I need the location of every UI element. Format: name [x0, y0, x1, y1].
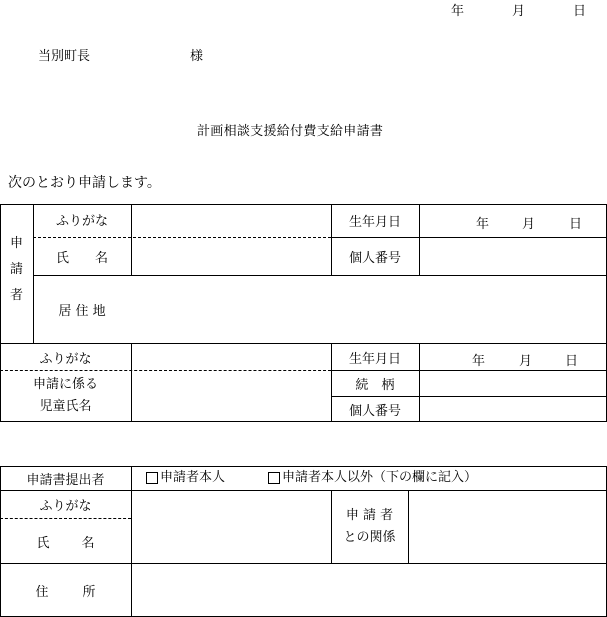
applicant-name-label-1: 氏 [55, 251, 69, 266]
submitter-option-other-label: 申請者本人以外（下の欄に記入） [282, 470, 478, 485]
submitter-relation-label-line2: との関係 [343, 530, 396, 545]
submitter-name-label-1: 氏 [36, 535, 50, 551]
child-birthdate-day: 日 [565, 354, 579, 369]
submitter-address-label-1: 住 [35, 584, 49, 600]
applicant-birthdate-month: 月 [522, 217, 536, 232]
applicant-birthdate-year: 年 [476, 217, 490, 232]
applicant-birthdate-field[interactable] [420, 213, 606, 232]
child-birthdate-year: 年 [472, 354, 486, 369]
submitter-address-label-2: 所 [82, 584, 96, 600]
child-name-label [0, 371, 131, 421]
applicant-mynumber-field[interactable] [420, 238, 606, 275]
applicant-address-label: 居 住 地 [58, 304, 106, 319]
checkbox-self[interactable] [146, 472, 158, 484]
child-birthdate-label: 生年月日 [348, 351, 401, 367]
submitter-option-self-label: 申請者本人 [160, 470, 226, 485]
applicant-furigana-label: ふりがな [55, 213, 108, 229]
child-relation-field[interactable] [420, 371, 606, 396]
applicant-address-field[interactable] [132, 276, 606, 343]
child-mynumber-label: 個人番号 [348, 403, 401, 419]
applicant-section-char-1: 申 [9, 236, 23, 251]
child-mynumber-field[interactable] [420, 397, 606, 421]
submitter-address-label [0, 564, 131, 616]
child-furigana-label: ふりがな [39, 351, 92, 367]
submitter-name-label [0, 519, 131, 563]
applicant-name-field[interactable] [132, 238, 330, 275]
submitter-name-field[interactable] [132, 491, 330, 563]
child-name-label-line1: 申請に係る [32, 377, 98, 392]
applicant-mynumber-label: 個人番号 [348, 251, 401, 266]
applicant-name-label [33, 238, 131, 275]
header-date-year: 年 [451, 4, 465, 19]
submitter-furigana-label: ふりがな [39, 499, 92, 514]
submitter-relation-label-line1: 申 請 者 [345, 508, 394, 523]
submitter-option-self[interactable] [146, 470, 225, 486]
header-date [440, 0, 600, 19]
submitter-relation-field[interactable] [409, 491, 606, 563]
checkbox-other[interactable] [268, 472, 280, 484]
submitter-address-field[interactable] [132, 564, 606, 616]
addressee-honorific: 様 [190, 49, 204, 64]
page-title: 計画相談支援給付費支給申請書 [197, 124, 384, 139]
header-date-month: 月 [512, 4, 526, 19]
addressee: 当別町長 [38, 49, 91, 64]
child-name-label-line2: 児童氏名 [39, 399, 92, 414]
applicant-name-label-2: 名 [95, 251, 109, 266]
applicant-section-char-3: 者 [9, 288, 23, 303]
applicant-birthdate-label: 生年月日 [348, 215, 401, 230]
applicant-section-label [0, 230, 33, 310]
intro-text: 次のとおり申請します。 [8, 175, 161, 191]
child-birthdate-month: 月 [519, 354, 533, 369]
child-name-field[interactable] [132, 371, 330, 421]
applicant-section-char-2: 請 [9, 262, 23, 277]
submitter-name-label-2: 名 [81, 535, 95, 551]
child-relation-label: 続 柄 [355, 378, 395, 393]
submitter-relation-label [331, 491, 408, 563]
submitter-label: 申請書提出者 [26, 473, 105, 488]
child-furigana-field[interactable] [132, 344, 330, 370]
applicant-furigana-field[interactable] [132, 205, 330, 236]
header-date-day: 日 [573, 4, 587, 19]
submitter-option-other[interactable] [268, 470, 477, 486]
applicant-birthdate-day: 日 [569, 217, 583, 232]
child-birthdate-field[interactable] [420, 350, 606, 369]
